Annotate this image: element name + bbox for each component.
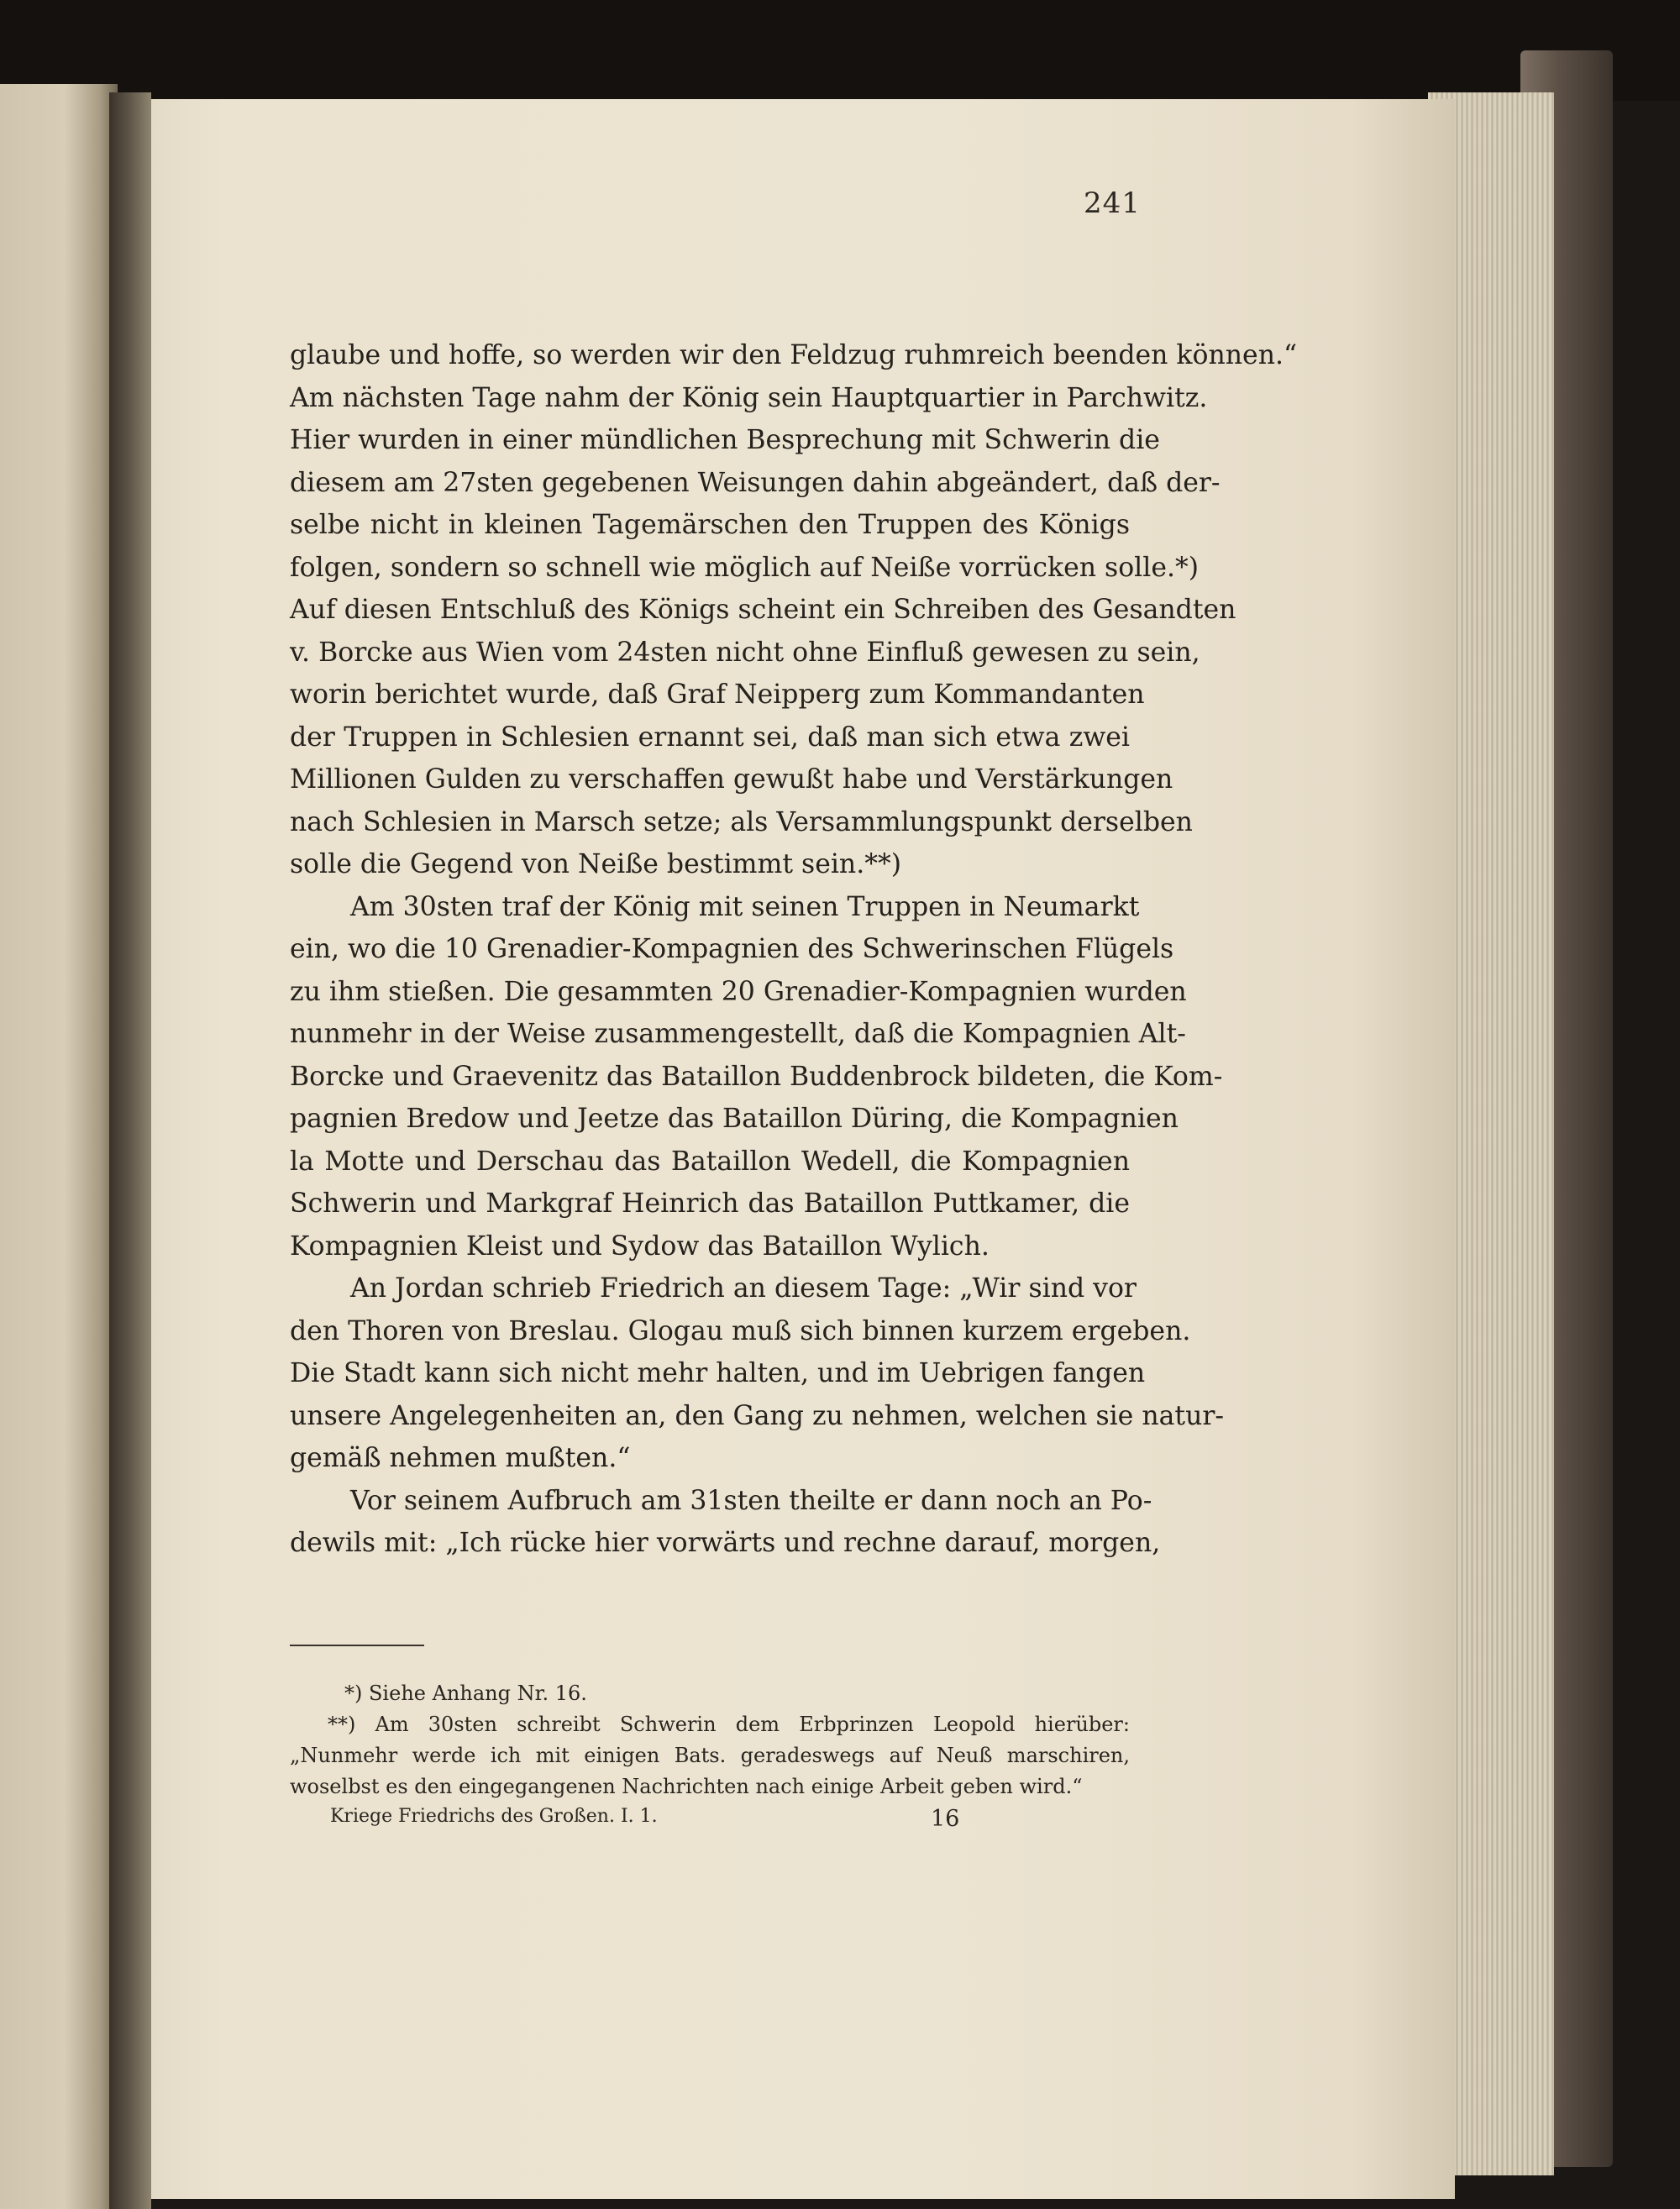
text-line: v. Borcke aus Wien vom 24sten nicht ohne Einfluß gewesen zu sein, [290,637,1200,668]
text-line: Die Stadt kann sich nicht mehr halten, und im Uebrigen fangen [290,1358,1146,1388]
paragraph-start-line: An Jordan schrieb Friedrich an diesem Tage: „Wir sind vor [350,1273,1137,1304]
text-line: glaube und hoffe, so werden wir den Feldzug ruhmreich beenden können.“ [290,340,1298,370]
text-line: Millionen Gulden zu verschaffen gewußt habe und Verstärkungen [290,764,1173,795]
text-line: gemäß nehmen mußten.“ [290,1443,631,1473]
footnote-continuation: woselbst es den eingegangenen Nachrichten nach einige Arbeit geben wird.“ [290,1775,1083,1798]
text-line: Hier wurden in einer mündlichen Besprechung mit Schwerin die [290,425,1160,455]
text-line: worin berichtet wurde, daß Graf Neipperg zum Kommandanten [290,679,1145,710]
text-line: der Truppen in Schlesien ernannt sei, daß man sich etwa zwei [290,721,1130,753]
footnote-continuation: „Nunmehr werde ich mit einigen Bats. geradeswegs auf Neuß marschiren, [290,1744,1130,1767]
text-line: solle die Gegend von Neiße bestimmt sein.**) [290,849,902,879]
text-line: ein, wo die 10 Grenadier-Kompagnien des Schwerinschen Flügels [290,934,1174,964]
page-number: 241 [1084,186,1141,220]
scan-background [0,0,1680,101]
book-gutter [109,92,151,2209]
text-line: Borcke und Graevenitz das Bataillon Buddenbrock bildeten, die Kom- [290,1061,1223,1092]
previous-page-edge [0,84,118,2209]
paragraph-start-line: Vor seinem Aufbruch am 31sten theilte er dann noch an Po- [350,1485,1152,1516]
text-line: Schwerin und Markgraf Heinrich das Bataillon Puttkamer, die [290,1188,1130,1219]
text-line: diesem am 27sten gegebenen Weisungen dahin abgeändert, daß der- [290,467,1221,498]
text-line: den Thoren von Breslau. Glogau muß sich binnen kurzem ergeben. [290,1315,1191,1346]
paragraph-start-line: Am 30sten traf der König mit seinen Truppen in Neumarkt [350,891,1140,922]
text-line: nach Schlesien in Marsch setze; als Versammlungspunkt derselben [290,806,1193,837]
text-line: folgen, sondern so schnell wie möglich auf Neiße vorrücken solle.*) [290,552,1200,583]
text-line: Auf diesen Entschluß des Königs scheint ein Schreiben des Gesandten [290,595,1236,625]
text-line: unsere Angelegenheiten an, den Gang zu nehmen, welchen sie natur- [290,1400,1225,1431]
text-line: la Motte und Derschau das Bataillon Wedell, die Kompagnien [290,1146,1130,1177]
printer-signature [330,1806,1120,1836]
text-line: Am nächsten Tage nahm der König sein Hauptquartier in Parchwitz. [290,382,1208,413]
text-line: nunmehr in der Weise zusammengestellt, daß die Kompagnien Alt- [290,1019,1186,1049]
footnote-rule [290,1645,424,1646]
text-line: Kompagnien Kleist und Sydow das Bataillon Wylich. [290,1230,990,1262]
text-line: dewils mit: „Ich rücke hier vorwärts und rechne darauf, morgen, [290,1528,1161,1558]
footnotes [290,1678,1130,1802]
footnote: *) Siehe Anhang Nr. 16. [344,1682,587,1705]
text-line: zu ihm stießen. Die gesammten 20 Grenadier-Kompagnien wurden [290,976,1187,1007]
signature-title: Kriege Friedrichs des Großen. I. 1. [330,1806,658,1827]
signature-number: 16 [931,1806,960,1832]
text-line: pagnien Bredow und Jeetze das Bataillon Düring, die Kompagnien [290,1104,1179,1134]
text-line: selbe nicht in kleinen Tagemärschen den Truppen des Königs [290,510,1130,540]
footnote: **) Am 30sten schreibt Schwerin dem Erbprinzen Leopold hierüber: [328,1713,1130,1736]
body-text [290,334,1298,1565]
